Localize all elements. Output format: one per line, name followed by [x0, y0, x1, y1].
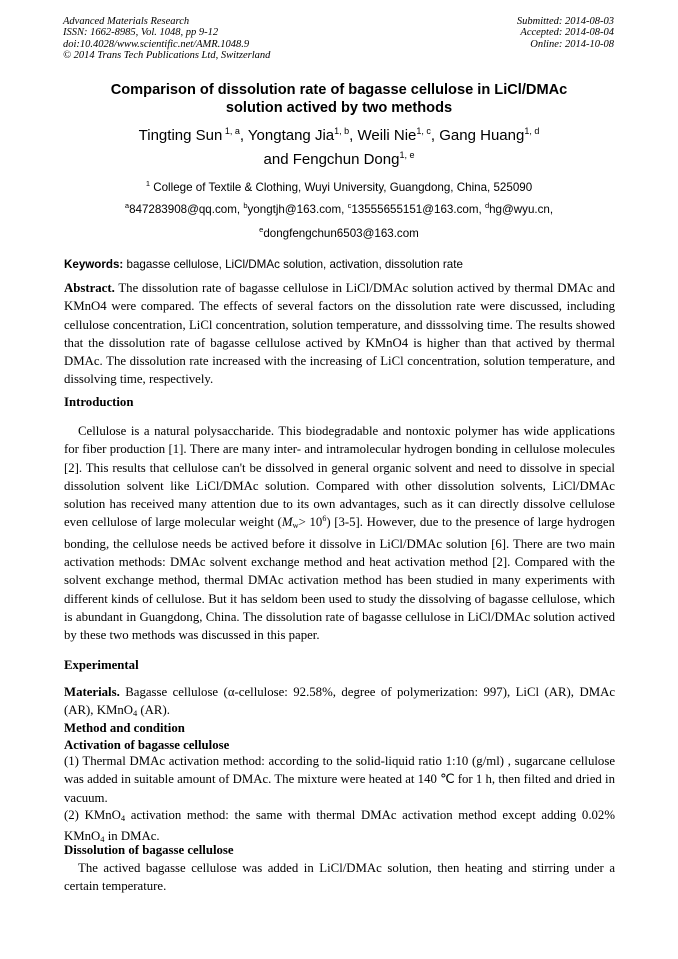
activation-method-1: (1) Thermal DMAc activation method: according to the solid-liquid ratio 1:10 (g/ml) , sugarcane cellulose was added in suitable amount of DMAc. The mixture were heated at 140 ℃ for 1 h, then filted and dried in vacuum.: [64, 754, 615, 805]
submitted-date: Submitted: 2014-08-03: [516, 16, 614, 27]
author-separator: ,: [349, 127, 358, 144]
introduction-paragraph: [64, 422, 615, 645]
author-name: Weili Nie: [357, 127, 417, 144]
author-separator: ,: [430, 127, 440, 144]
materials-text: Bagasse cellulose (α-cellulose: 92.58%, degree of polymerization: 997), LiCl (AR), DMAc (AR), KMnO: [64, 685, 615, 718]
kmno4-subscript: 4: [100, 834, 105, 845]
author-name: Fengchun Dong: [292, 151, 400, 168]
title-line-2: solution actived by two methods: [225, 99, 453, 116]
email-mark: a: [124, 201, 130, 210]
section-heading-introduction: Introduction: [64, 395, 134, 409]
subheading-dissolution: Dissolution of bagasse cellulose: [64, 843, 234, 857]
subheading-method-condition: Method and condition: [64, 721, 185, 735]
author-affiliation-mark: 1, e: [399, 150, 415, 160]
author-affiliation-mark: 1, b: [334, 126, 350, 136]
online-date: Online: 2014-10-08: [530, 38, 614, 50]
method2-text-a: (2) KMnO: [64, 808, 121, 822]
mw-exponent: 6: [322, 514, 327, 524]
materials-paragraph: [64, 683, 615, 723]
issn-line: ISSN: 1662-8985, Vol. 1048, pp 9-12: [63, 27, 219, 39]
intro-text-2: ) [3-5]. However, due to the presence of large hydrogen bonding, the cellulose needs be actived before it dissolve in LiCl/DMAc solution [6]. There are two main activation methods: DMAc solvent exchange method and heat activation method [2]. Compared with the solvent exchange method, thermal DMAc activation method has been studied in many experiments with different kinds of cellulose. But it has seldom been used to study the dissolving of bagasse cellulose, which is abundant in Guangdong, China. The dissolution rate of bagasse cellulose in LiCl/DMAc solution actived by these two methods was discussed in this paper.: [64, 515, 615, 643]
intro-text-1: Cellulose is a natural polysaccharide. This biodegradable and nontoxic polymer has wide applications for fiber production [1]. There are many inter- and intramolecular hydrogen bonding in cellulose molecules [2]. This results that cellulose can't be dissolved in general organic solvent and need to dissolve in special dissolution solvent like LiCl/DMAc solution. Compared with other dissolution solvents, LiCl/DMAc solution has received many attention due to its own advantages, such as it can directly dissolve cellulose even cellulose of large molecular weight (: [64, 424, 615, 530]
affiliation-text: College of Textile & Clothing, Wuyi University, Guangdong, China, 525090: [150, 181, 533, 194]
journal-header-left: [63, 16, 270, 62]
paper-title: [40, 82, 638, 117]
affiliation-mark: 1: [145, 179, 150, 188]
author-list: [40, 124, 638, 172]
materials-label: Materials.: [64, 685, 120, 699]
author-affiliation-mark: 1, d: [524, 126, 540, 136]
author-emails: [40, 198, 638, 246]
author-line-1: [40, 124, 638, 148]
keywords-text: bagasse cellulose, LiCl/DMAc solution, activation, dissolution rate: [123, 258, 463, 271]
email-mark: e: [259, 225, 264, 234]
kmno4-subscript: 4: [132, 708, 138, 719]
author-affiliation-mark: 1, a: [222, 126, 240, 136]
author-name: Gang Huang: [439, 127, 525, 144]
email-line-2: [40, 222, 638, 246]
author-affiliation-mark: 1, c: [416, 126, 431, 136]
materials-end: (AR).: [137, 703, 170, 718]
email-mark: d: [484, 201, 490, 210]
email-mark: b: [243, 201, 248, 210]
method2-text-b: activation method: the same with thermal DMAc activation method except adding 0.02% KMnO: [64, 808, 615, 844]
accepted-date: Accepted: 2014-08-04: [520, 27, 614, 39]
author-conjunction: and: [263, 151, 293, 168]
abstract-text: The dissolution rate of bagasse cellulose in LiCl/DMAc solution actived by thermal DMAc and KMnO4 were compared. The effects of several factors on the dissolution rate were discussed, including cellulose concentration, LiCl concentration, solution temperature, and disssolving time. The results showed that the dissolution rate of bagasse cellulose actived by KMnO4 is higher than that actived by thermal DMAc. The dissolution rate increased with the increasing of LiCl concentration, solution temperature, and dissolving time, respectively.: [64, 281, 615, 387]
mw-symbol: M: [281, 515, 293, 530]
author-separator: ,: [239, 127, 248, 144]
email-link[interactable]: 13555655151@163.com,: [351, 203, 485, 216]
abstract: [64, 279, 615, 389]
author-name: Yongtang Jia: [247, 127, 335, 144]
kmno4-subscript: 4: [120, 813, 126, 823]
journal-name: Advanced Materials Research: [63, 16, 190, 27]
mw-subscript: w: [292, 520, 299, 531]
abstract-label: Abstract.: [64, 281, 115, 295]
keywords-label: Keywords:: [64, 258, 124, 271]
method2-text-c: in DMAc.: [104, 829, 160, 844]
author-line-2: [40, 148, 638, 172]
mw-comparison: > 10: [298, 515, 323, 530]
copyright-line: © 2014 Trans Tech Publications Ltd, Switzerland: [63, 50, 271, 62]
title-line-1: Comparison of dissolution rate of bagasse cellulose in LiCl/DMAc: [110, 82, 568, 98]
email-mark: c: [347, 201, 352, 210]
author-name: Tingting Sun: [138, 127, 223, 144]
email-link[interactable]: dongfengchun6503@163.com: [263, 227, 419, 240]
section-heading-experimental: Experimental: [64, 658, 139, 672]
doi-line: doi:10.4028/www.scientific.net/AMR.1048.9: [63, 38, 250, 50]
email-link[interactable]: yongtjh@163.com,: [247, 203, 348, 216]
journal-header-right: [517, 16, 614, 50]
dissolution-paragraph: The actived bagasse cellulose was added in LiCl/DMAc solution, then heating and stirring under a certain temperature.: [64, 861, 615, 894]
email-line-1: [40, 198, 638, 222]
affiliation: [40, 176, 638, 200]
email-link[interactable]: 847283908@qq.com,: [129, 203, 244, 216]
email-link[interactable]: hg@wyu.cn,: [489, 203, 554, 216]
subheading-activation: Activation of bagasse cellulose: [64, 738, 230, 752]
keywords: [64, 257, 616, 272]
